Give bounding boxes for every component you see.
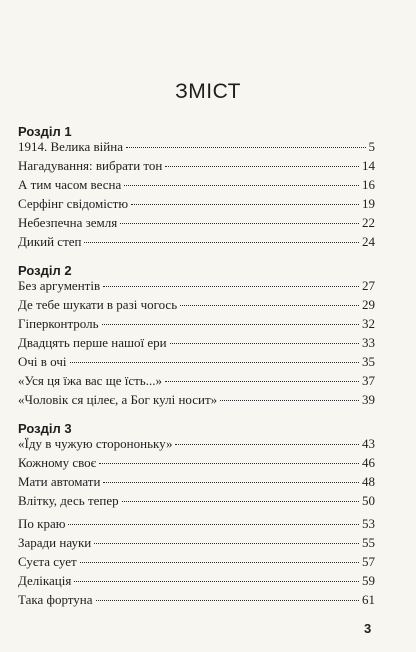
entry-page: 39 [362, 392, 375, 407]
entry-title: Влітку, десь тепер [18, 493, 119, 508]
dot-leader [84, 242, 359, 243]
toc-entry [18, 233, 375, 251]
entry-page: 53 [362, 516, 375, 531]
dot-leader [122, 501, 359, 502]
entry-title: Суєта сует [18, 554, 77, 569]
toc-entry [18, 435, 375, 453]
toc-entry [18, 372, 375, 390]
toc-entry [18, 454, 375, 472]
entry-title: По краю [18, 516, 66, 531]
toc-entry [18, 591, 375, 609]
entry-title: Дикий степ [18, 234, 82, 249]
toc-entry [18, 473, 375, 491]
entry-title: Небезпечна земля [18, 215, 118, 230]
entry-page: 27 [362, 278, 375, 293]
entry-page: 37 [362, 373, 375, 388]
section-heading: Розділ 3 [18, 421, 72, 436]
entry-page: 57 [362, 554, 375, 569]
dot-leader [126, 147, 366, 148]
entry-page: 29 [362, 297, 375, 312]
entry-title: Серфінг свідомістю [18, 196, 129, 211]
entry-title: Без аргументів [18, 278, 101, 293]
toc-entry [18, 353, 375, 371]
entry-page: 55 [362, 535, 375, 550]
toc-entry [18, 157, 375, 175]
entry-page: 16 [362, 177, 375, 192]
entry-page: 43 [362, 436, 375, 451]
dot-leader [80, 562, 359, 563]
toc-entry [18, 277, 375, 295]
entry-title: Очі в очі [18, 354, 67, 369]
toc-entry [18, 492, 375, 510]
dot-leader [120, 223, 359, 224]
entry-page: 5 [368, 139, 375, 154]
dot-leader [68, 524, 359, 525]
entry-title: Нагадування: вибрати тон [18, 158, 163, 173]
page-number: 3 [364, 621, 372, 636]
entry-title: «Чоловік ся цілеє, а Бог кулі носит» [18, 392, 218, 407]
toc-entry [18, 391, 375, 409]
dot-leader [220, 400, 359, 401]
toc-entry [18, 315, 375, 333]
entry-title: А тим часом весна [18, 177, 122, 192]
dot-leader [94, 543, 359, 544]
contents-title: ЗМІСТ [175, 80, 241, 103]
toc-entry [18, 296, 375, 314]
dot-leader [175, 444, 359, 445]
entry-page: 32 [362, 316, 375, 331]
dot-leader [99, 463, 359, 464]
entry-title: 1914. Велика війна [18, 139, 123, 154]
entry-page: 46 [362, 455, 375, 470]
dot-leader [70, 362, 360, 363]
toc-entry [18, 572, 375, 590]
toc-entry [18, 176, 375, 194]
toc-entry [18, 334, 375, 352]
toc-entry [18, 195, 375, 213]
dot-leader [131, 204, 359, 205]
entry-page: 61 [362, 592, 375, 607]
dot-leader [180, 305, 359, 306]
entry-title: Кожному своє [18, 455, 97, 470]
toc-entry [18, 214, 375, 232]
entry-page: 35 [362, 354, 375, 369]
entry-page: 24 [362, 234, 375, 249]
dot-leader [165, 381, 359, 382]
entry-page: 19 [362, 196, 375, 211]
section-heading: Розділ 1 [18, 124, 72, 139]
entry-page: 33 [362, 335, 375, 350]
entry-title: Гіперконтроль [18, 316, 99, 331]
dot-leader [170, 343, 359, 344]
entry-title: Така фортуна [18, 592, 93, 607]
toc-entry [18, 553, 375, 571]
entry-title: «Уся ця їжа вас ще їсть...» [18, 373, 162, 388]
entry-title: Заради науки [18, 535, 92, 550]
toc-entry [18, 515, 375, 533]
section-heading: Розділ 2 [18, 263, 72, 278]
entry-page: 22 [362, 215, 375, 230]
dot-leader [96, 600, 359, 601]
entry-page: 50 [362, 493, 375, 508]
entry-title: Делікація [18, 573, 72, 588]
dot-leader [124, 185, 359, 186]
dot-leader [102, 324, 359, 325]
dot-leader [103, 482, 359, 483]
toc-entry [18, 138, 375, 156]
toc-entry [18, 534, 375, 552]
entry-title: Де тебе шукати в разі чогось [18, 297, 178, 312]
entry-title: «Їду в чужую сторононьку» [18, 436, 173, 451]
entry-page: 59 [362, 573, 375, 588]
dot-leader [165, 166, 359, 167]
entry-title: Мати автомати [18, 474, 101, 489]
entry-title: Двадцять перше нашої ери [18, 335, 167, 350]
entry-page: 14 [362, 158, 375, 173]
dot-leader [74, 581, 359, 582]
dot-leader [103, 286, 359, 287]
entry-page: 48 [362, 474, 375, 489]
